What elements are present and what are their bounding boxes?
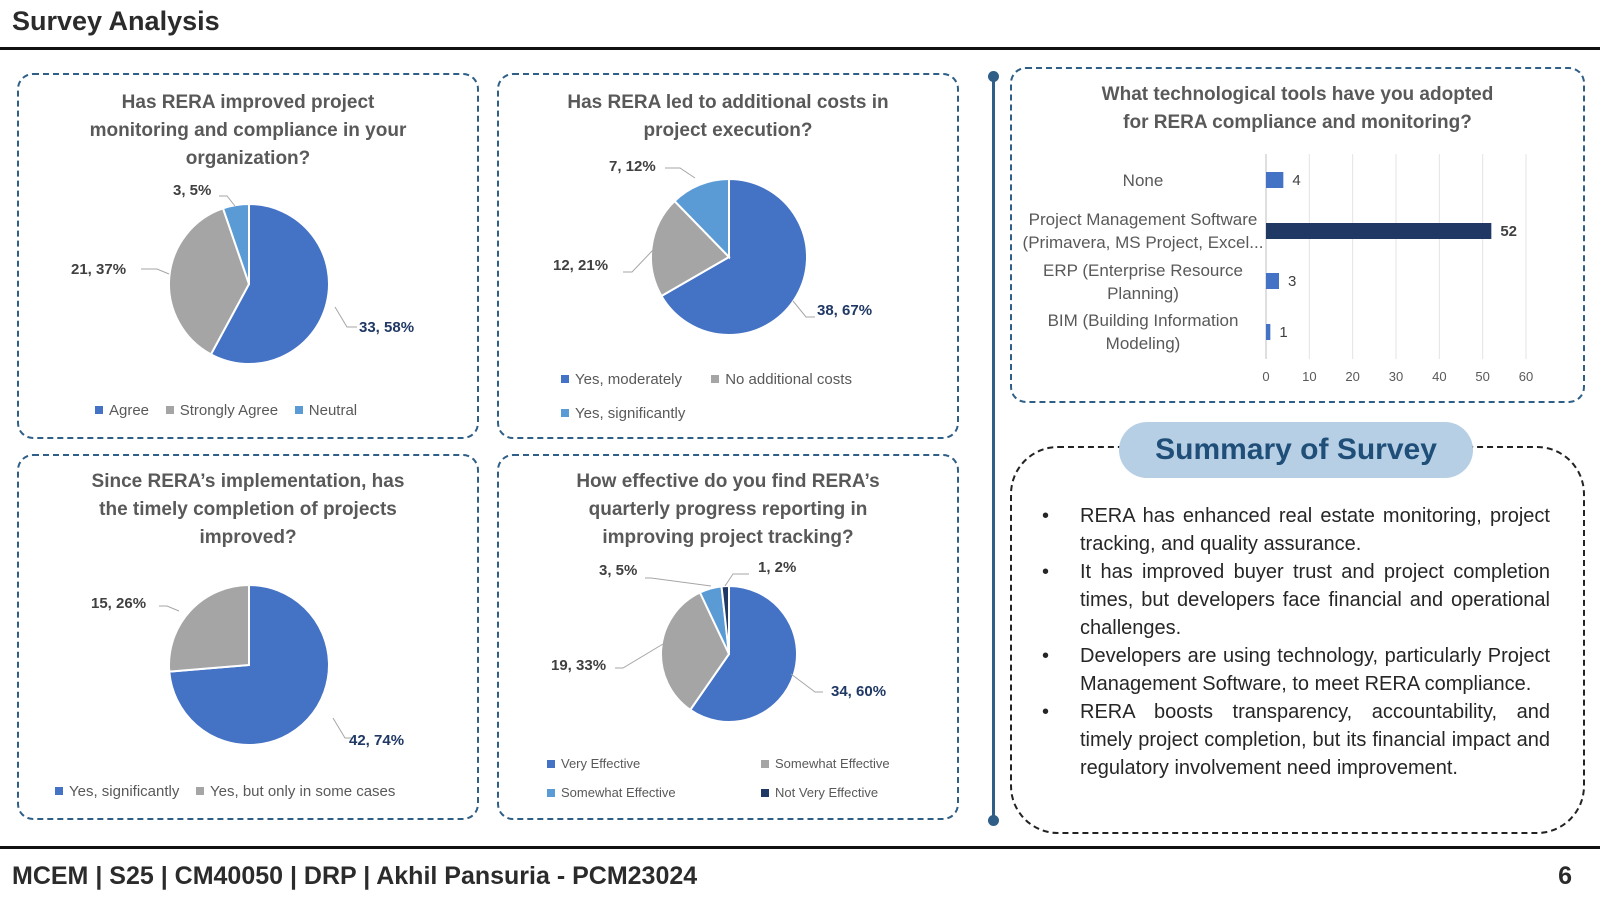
tick-label: 30 [1388, 369, 1404, 384]
pie-chart [19, 75, 481, 441]
summary-point-text: RERA boosts transparency, accountability, and timely project completion, but its financial impact and regulatory involvement need improvement. [1080, 701, 1550, 779]
bar-value-label: 1 [1279, 324, 1288, 341]
data-label [793, 301, 872, 319]
pie-slice [169, 585, 249, 672]
legend-item [295, 402, 357, 419]
chart-title-line: Has RERA improved project [121, 92, 375, 113]
legend-swatch [761, 760, 769, 768]
chart-title-line: monitoring and compliance in your [89, 120, 407, 141]
chart-title-line: Since RERA’s implementation, has [91, 471, 405, 492]
bullet: • [1042, 701, 1050, 723]
legend-label: Yes, moderately [575, 371, 683, 388]
category-line: Project Management Software [1028, 210, 1258, 229]
legend-item [547, 756, 640, 771]
bullet: • [1042, 505, 1050, 527]
summary-point-text: RERA has enhanced real estate monitoring, project tracking, and quality assurance. [1080, 505, 1550, 555]
category-line: Modeling) [1105, 334, 1181, 353]
legend-label: Yes, but only in some cases [210, 783, 396, 800]
legend-label: Very Effective [561, 756, 641, 771]
bar [1266, 324, 1270, 340]
chart-title-line: for RERA compliance and monitoring? [1123, 112, 1472, 133]
legend-label: Yes, significantly [575, 405, 686, 422]
summary-point-text: It has improved buyer trust and project completion times, but developers face financial and operational challenges. [1080, 561, 1550, 639]
legend [561, 405, 685, 422]
category-line: Planning) [1107, 284, 1179, 303]
data-label-text: 34, 60% [831, 683, 887, 700]
pie-chart [19, 456, 481, 822]
chart-title-line: Has RERA led to additional costs in [567, 92, 889, 113]
tick-label: 20 [1345, 369, 1360, 384]
summary-point [1040, 558, 1550, 642]
legend-label: Strongly Agree [179, 402, 279, 419]
data-label [791, 674, 886, 700]
chart-title-line: How effective do you find RERA’s [576, 471, 880, 492]
legend-label: Neutral [308, 402, 358, 419]
legend-swatch [761, 789, 769, 797]
legend-label: Yes, significantly [69, 783, 180, 800]
footer-text: MCEM | S25 | CM40050 | DRP | Akhil Pansuria - PCM23024 [12, 862, 698, 890]
legend-label: Agree [109, 402, 150, 419]
bar [1266, 223, 1491, 239]
page-number: 6 [1558, 862, 1572, 890]
legend-item [196, 783, 395, 800]
header-rule [0, 47, 1600, 50]
data-label [725, 559, 796, 586]
legend-item [561, 405, 685, 422]
data-label [599, 562, 711, 586]
legend-swatch [711, 375, 719, 383]
legend-label: Somewhat Effective [775, 756, 890, 771]
bar-series [1266, 172, 1517, 341]
data-label [335, 307, 414, 336]
bar [1266, 172, 1283, 188]
data-label-text: 33, 58% [359, 319, 415, 336]
legend-swatch [547, 760, 555, 768]
legend-swatch [95, 406, 103, 414]
legend-item [761, 785, 878, 800]
chart-card-reporting [497, 454, 959, 820]
data-label [553, 250, 653, 274]
chart-title-line: improved? [199, 527, 297, 548]
legend-label: Not Very Effective [775, 785, 879, 800]
chart-title-line: improving project tracking? [602, 527, 854, 548]
data-label [91, 595, 179, 612]
data-label-text: 42, 74% [349, 732, 405, 749]
summary-point [1040, 502, 1550, 558]
data-label-text: 15, 26% [91, 595, 147, 612]
legend-swatch [166, 406, 174, 414]
legend-item [561, 371, 682, 388]
bar-value-label: 4 [1292, 172, 1301, 189]
legend-swatch [561, 375, 569, 383]
footer-rule [0, 846, 1600, 849]
summary-point [1040, 698, 1550, 782]
legend-item [761, 756, 890, 771]
tick-label: 0 [1262, 369, 1270, 384]
data-label-text: 3, 5% [173, 182, 212, 199]
data-label [71, 261, 169, 278]
chart-card-costs [497, 73, 959, 439]
data-label-text: 12, 21% [553, 257, 609, 274]
summary-point [1040, 642, 1550, 698]
chart-card-completion [17, 454, 479, 820]
legend-item [95, 402, 149, 419]
data-label [551, 644, 663, 674]
legend-item [55, 783, 179, 800]
summary-point-text: Developers are using technology, particularly Project Management Software, to meet RERA compliance. [1080, 645, 1550, 695]
slide-title: Survey Analysis [12, 6, 220, 36]
bar-value-label: 3 [1288, 273, 1297, 290]
summary-title: Summary of Survey [1119, 422, 1473, 478]
legend [561, 371, 852, 388]
legend-swatch [196, 787, 204, 795]
data-label [333, 718, 404, 749]
legend-swatch [55, 787, 63, 795]
legend-item [166, 402, 278, 419]
category-line: ERP (Enterprise Resource [1043, 261, 1243, 280]
category-line: None [1122, 171, 1164, 190]
category-line: BIM (Building Information [1047, 311, 1239, 330]
legend-swatch [561, 409, 569, 417]
bullet: • [1042, 645, 1050, 667]
legend-swatch [547, 789, 555, 797]
bar [1266, 273, 1279, 289]
legend-label: Somewhat Effective [561, 785, 676, 800]
legend-swatch [295, 406, 303, 414]
summary-list [1040, 502, 1550, 782]
vertical-separator [992, 76, 995, 820]
tick-label: 60 [1518, 369, 1534, 384]
separator-dot [988, 71, 999, 82]
chart-title-line: What technological tools have you adopted [1101, 84, 1494, 105]
bullet: • [1042, 561, 1050, 583]
data-label-text: 19, 33% [551, 657, 607, 674]
chart-card-monitoring [17, 73, 479, 439]
data-label-text: 21, 37% [71, 261, 127, 278]
data-label-text: 38, 67% [817, 302, 873, 319]
bar-grid [1266, 154, 1526, 359]
data-label-text: 1, 2% [758, 559, 797, 576]
data-label-text: 3, 5% [599, 562, 638, 579]
tick-label: 40 [1432, 369, 1447, 384]
tick-label: 10 [1302, 369, 1317, 384]
tick-label: 50 [1475, 369, 1490, 384]
bar-value-label: 52 [1500, 223, 1518, 240]
separator-dot [988, 815, 999, 826]
chart-title-line: project execution? [643, 120, 813, 141]
chart-title-line: the timely completion of projects [99, 499, 397, 520]
legend-label: No additional costs [725, 371, 852, 388]
chart-card-tools [1010, 67, 1585, 403]
legend-item [711, 371, 852, 388]
bar-axis-ticks [1262, 369, 1533, 384]
chart-title-line: organization? [185, 148, 311, 169]
chart-title-line: quarterly progress reporting in [588, 499, 868, 520]
data-label [609, 158, 695, 178]
data-label-text: 7, 12% [609, 158, 656, 175]
legend [55, 783, 395, 800]
legend-item [547, 785, 676, 800]
bar-chart [1012, 69, 1587, 405]
legend [95, 402, 357, 419]
data-label [173, 182, 235, 206]
category-line: (Primavera, MS Project, Excel... [1022, 233, 1264, 252]
